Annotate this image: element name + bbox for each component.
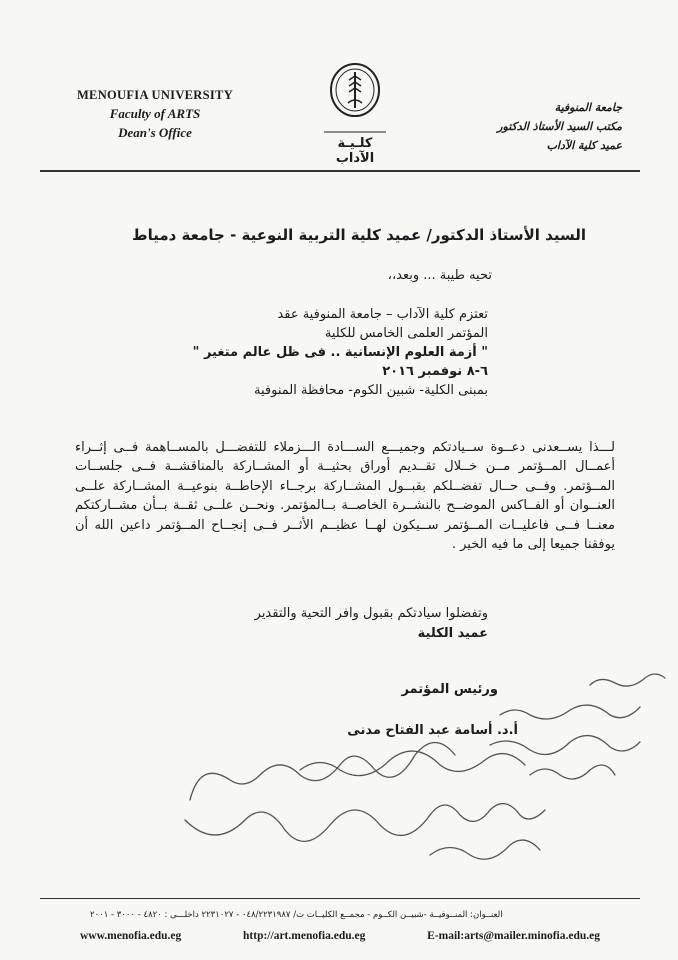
header-english-block <box>70 88 240 141</box>
greeting-line: تحيه طيبة ... وبعد،، <box>387 268 492 283</box>
closing-block <box>255 604 488 644</box>
footer-address: العنــوان: المنــوفيــة -شبيــن الكــوم - مجمــع الكليــات ت/ ٠٤٨/٢٢٣١٩٨٧ - ٢٢٣١٠٢٧ داخلـــى : ٤٨٢٠ - ٣٠٠٠ - ٢٠٠١ <box>90 910 503 920</box>
signatory-title: ورئيس المؤتمر <box>401 682 498 697</box>
header-arabic-block <box>462 98 622 155</box>
intro-line: تعتزم كلية الآداب – جامعة المنوفية عقد <box>277 307 488 322</box>
closing-line: وتفضلوا سيادتكم بقبول وافر التحية والتقدير <box>254 606 488 621</box>
logo-caption: كلـيـة الآداب <box>335 136 375 166</box>
header-divider <box>40 170 640 172</box>
footer-divider <box>40 898 640 899</box>
email-link[interactable]: E-mail:arts@mailer.minofia.edu.eg <box>427 930 600 942</box>
signatory-name: أ.د. أسامة عبد الفتاح مدنى <box>347 723 518 738</box>
footer-contacts <box>80 930 600 942</box>
conference-title: " أزمة العلوم الإنسانية .. فى ظل عالم متغير " <box>192 345 488 360</box>
handwritten-annotation <box>170 650 670 870</box>
website-link[interactable]: www.menofia.edu.eg <box>80 930 182 942</box>
office-name-ar: مكتب السيد الأستاذ الدكتور <box>497 120 622 133</box>
conference-venue: بمبنى الكلية- شبين الكوم- محافظة المنوفية <box>254 383 488 398</box>
invitation-paragraph: لـــذا يســعدنى دعــوة ســيادتكم وجميـــع الســـادة الـــزملاء للتفضـــل بالمســاهمة فــى إثــراء أعمــال المــؤتمر مــن خــلال تقــديم أوراق بحثيــة أو المشــاركة بالمناقشــة فــى جلســات المــؤتمر. وفــى حــال تفضــلكم بقبــول المشــاركة برجــاء الإحاطــة بنوعيــة المشــاركة علــى العنــوان أو الفــاكس الموضــح بالنشــرة الخاصــة بــالمؤتمر. ونحــن علــى ثقــة بــأن مشــاركتكم معنــا فــى فاعليــات المــؤتمر ســيكون لهــا عظيــم الأثــر فــى إنجــاح المــؤتمر داعين الله أن يوفقنا جميعا إلى ما فيه الخير . <box>75 440 615 553</box>
university-name-en: MENOUFIA UNIVERSITY <box>76 88 234 102</box>
intro-line: المؤتمر العلمى الخامس للكلية <box>324 326 488 341</box>
faculty-website-link[interactable]: http://art.menofia.edu.eg <box>243 930 366 942</box>
conference-announcement <box>168 305 488 400</box>
university-name-ar: جامعة المنوفية <box>554 101 622 114</box>
addressee-line: السيد الأستاذ الدكتور/ عميد كلية التربية النوعية - جامعة دمياط <box>132 226 586 244</box>
faculty-name-en: Faculty of ARTS <box>109 106 201 121</box>
office-name-en: Dean's Office <box>118 125 192 140</box>
dean-label: عميد الكلية <box>417 626 488 641</box>
dean-title-ar: عميد كلية الآداب <box>546 139 622 152</box>
conference-dates: ٦-٨ نوفمبر ٢٠١٦ <box>382 364 488 379</box>
